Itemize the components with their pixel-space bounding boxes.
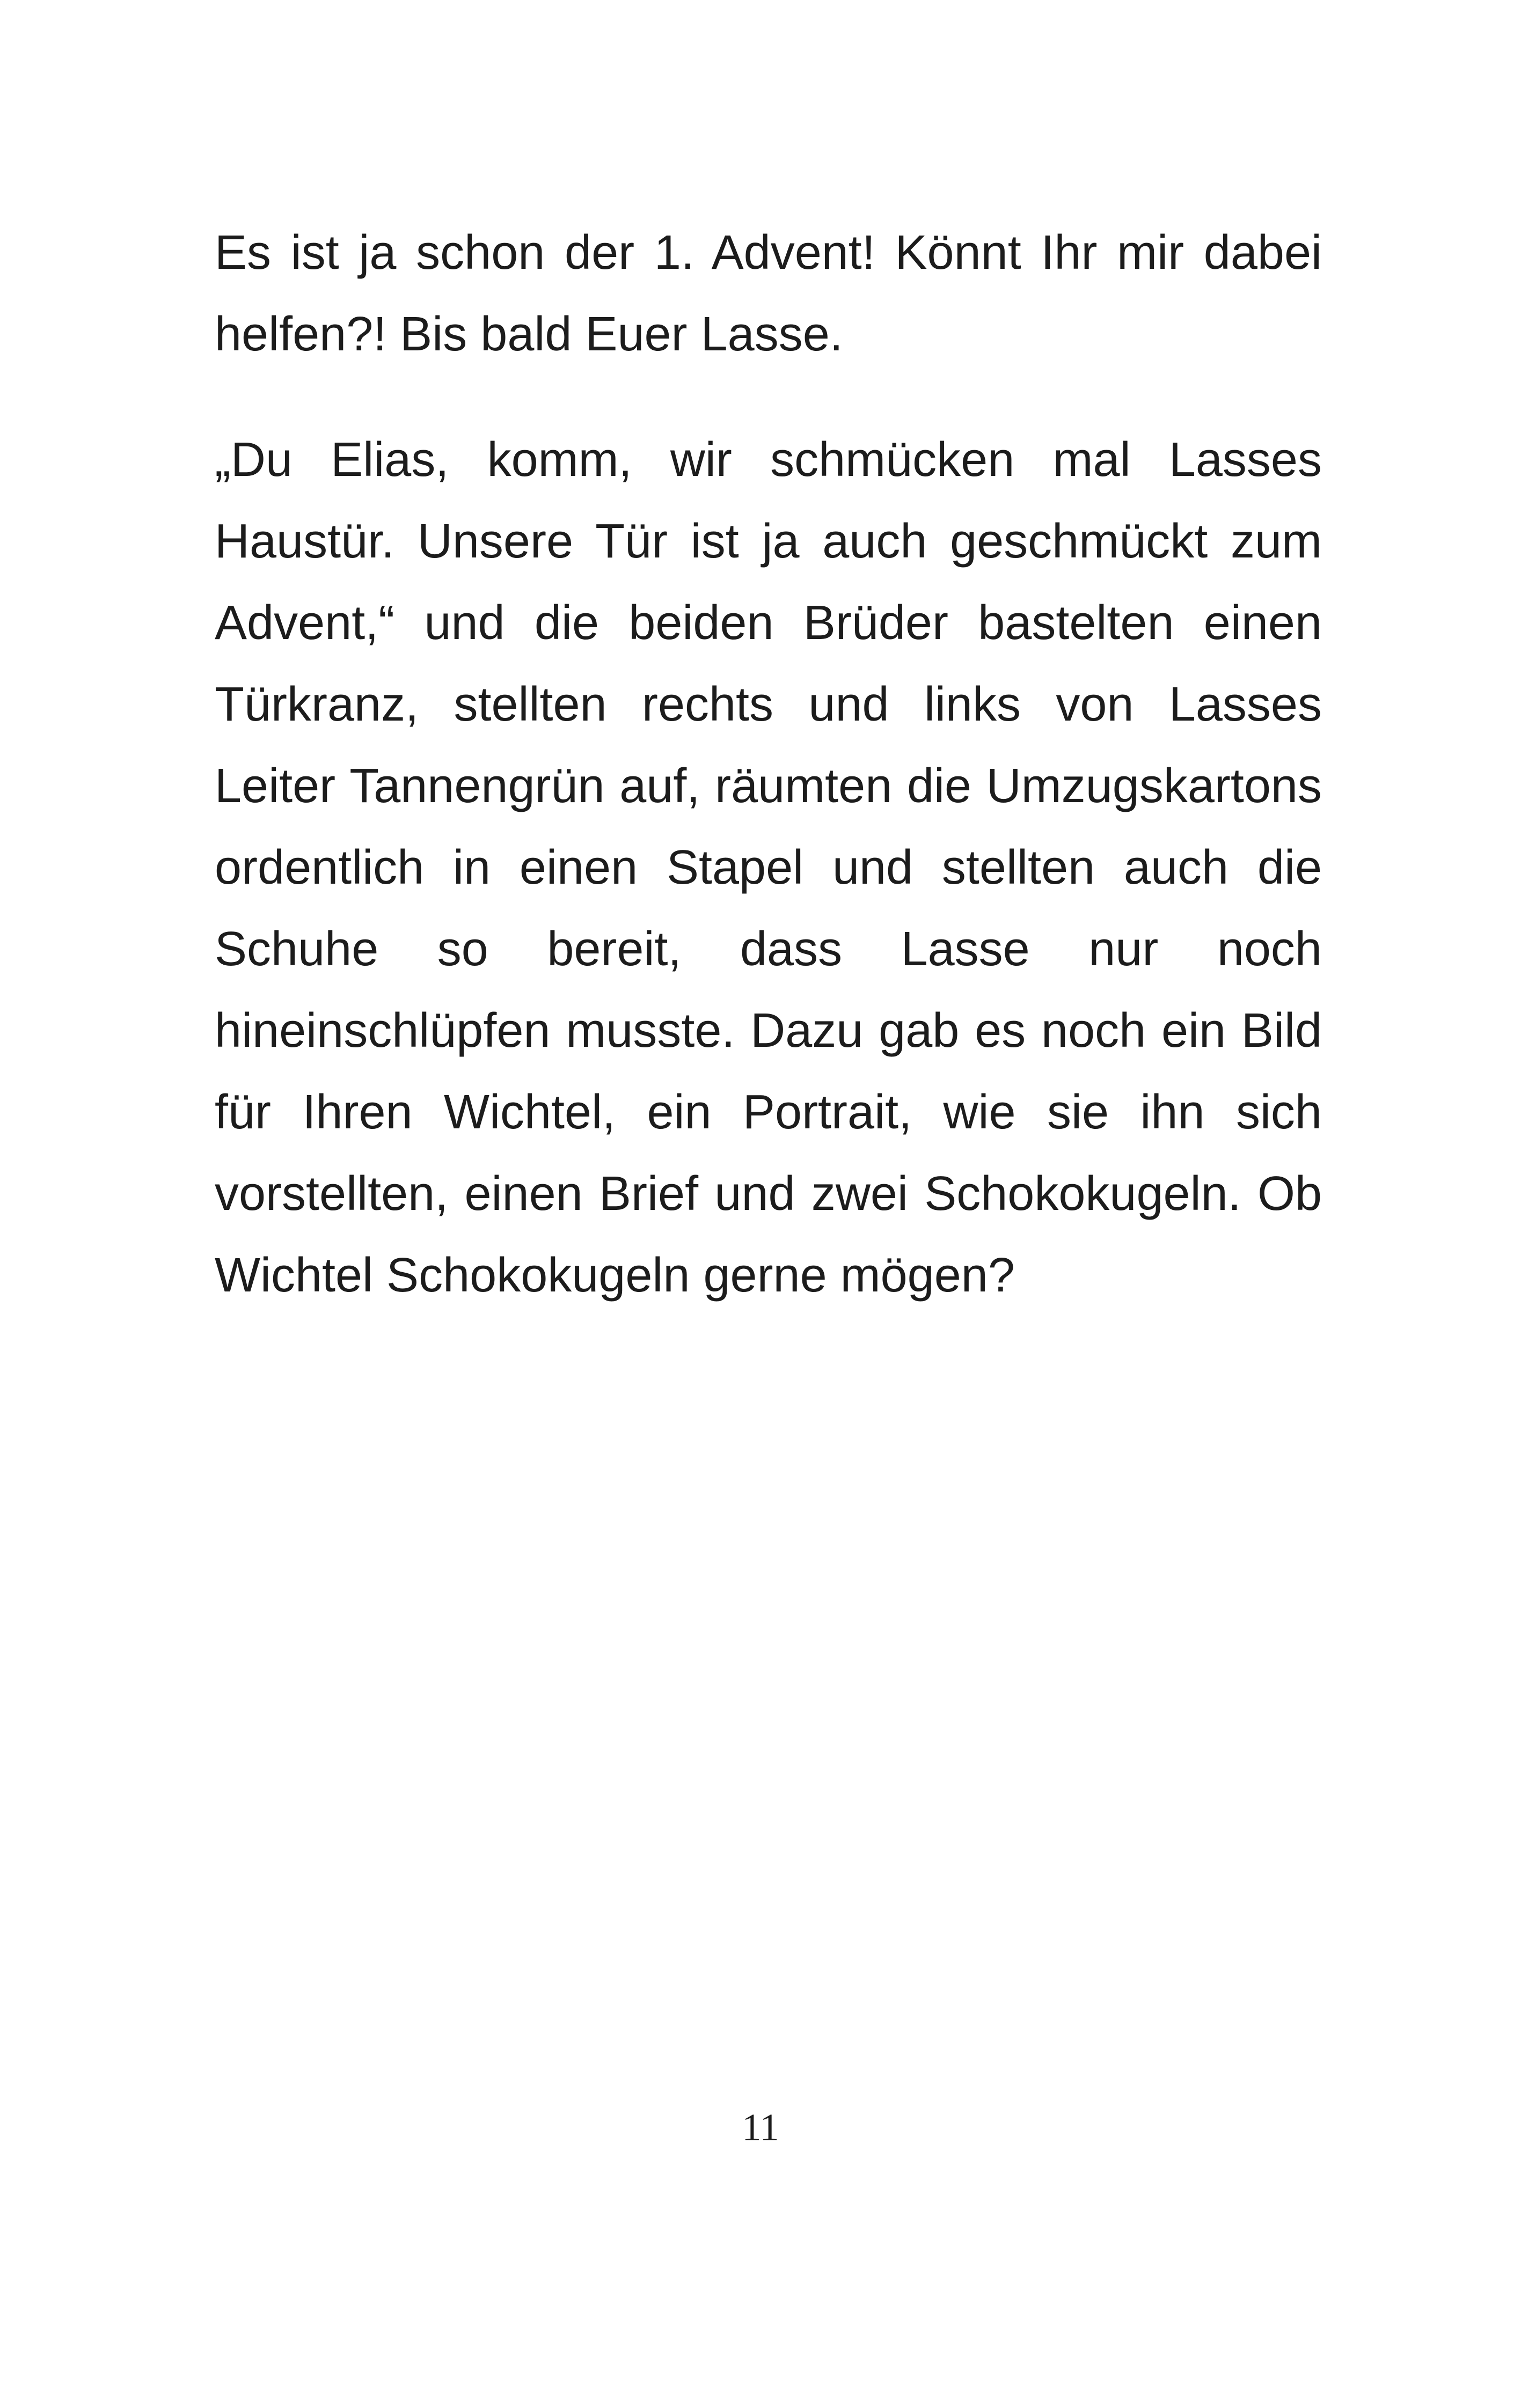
paragraph-1: Es ist ja schon der 1. Advent! Könnt Ihr mir dabei helfen?! Bis bald Euer Lasse. bbox=[215, 226, 1322, 361]
page-number: 11 bbox=[742, 2106, 779, 2149]
body-text bbox=[215, 212, 1322, 1316]
paragraph-2: „Du Elias, komm, wir schmücken mal Lasses Haustür. Unsere Tür ist ja auch geschmückt zum Advent,“ und die beiden Brüder bastelten einen Türkranz, stellten rechts und links von Lasses Leiter Tannengrün auf, räumten die Umzugskartons ordentlich in einen Stapel und stellten auch die Schuhe so bereit, dass Lasse nur noch hineinschlüpfen musste. Dazu gab es noch ein Bild für Ihren Wichtel, ein Portrait, wie sie ihn sich vorstellten, einen Brief und zwei Schokokugeln. Ob Wichtel Schokokugeln gerne mögen? bbox=[215, 433, 1322, 1302]
